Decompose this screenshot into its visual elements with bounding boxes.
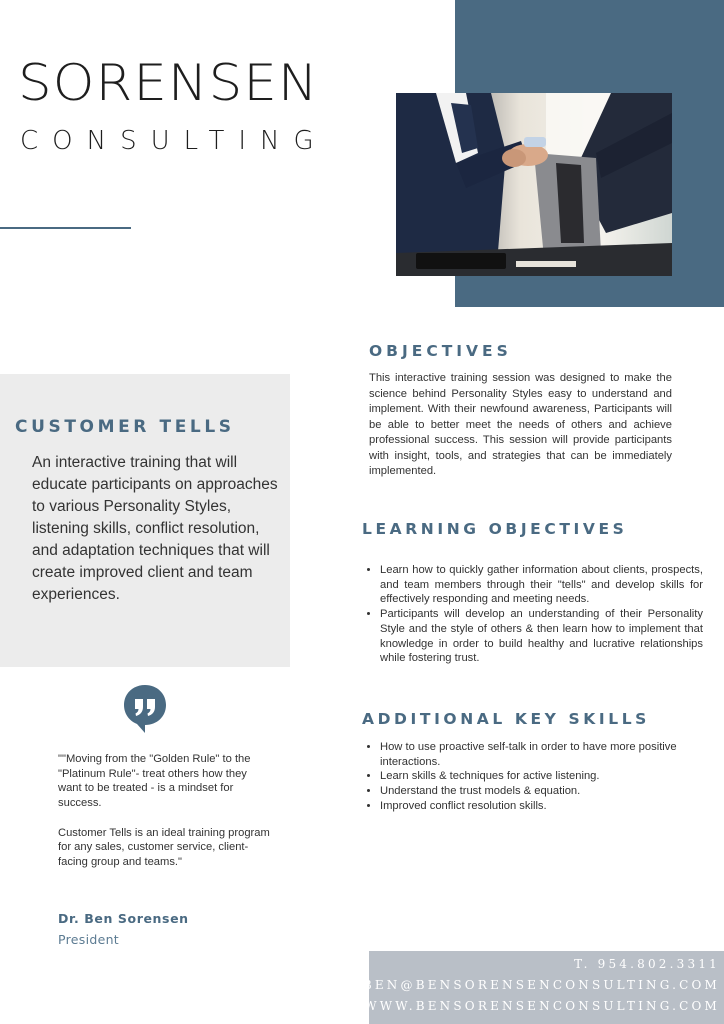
quote-paragraph: Customer Tells is an ideal training program for any sales, customer service, client-facing group and teams." bbox=[58, 826, 270, 868]
customer-tells-description: An interactive training that will educate participants on approaches to various Personality Styles, listening skills, conflict resolution, and adaptation techniques that will create improved client and team experiences. bbox=[32, 454, 278, 603]
learning-objectives-list bbox=[362, 563, 703, 666]
objectives-body: This interactive training session was designed to make the science behind Personality Styles easy to understand and implement. With their newfound awareness, Participants will be able to better meet the needs of others and achieve professional success. This session will provide participants with insight, tools, and strategies that can be immediately implemented. bbox=[369, 372, 672, 477]
testimonial-quote bbox=[58, 752, 273, 884]
additional-key-skills-list bbox=[362, 740, 703, 814]
list-item: • Understand the trust models & equation. bbox=[380, 784, 703, 799]
objectives-title: OBJECTIVES bbox=[369, 342, 512, 360]
contact-website: WWW.BENSORENSENCONSULTING.COM bbox=[364, 999, 720, 1013]
brand-tagline: CONSULTING bbox=[20, 126, 328, 156]
learning-objectives-title: LEARNING OBJECTIVES bbox=[362, 520, 628, 538]
contact-email: BEN@BENSORENSENCONSULTING.COM bbox=[362, 978, 720, 992]
list-item: • Improved conflict resolution skills. bbox=[380, 799, 703, 814]
list-item: • How to use proactive self-talk in order to have more positive interactions. bbox=[380, 740, 703, 769]
quote-bubble-icon bbox=[124, 685, 166, 733]
brand-underline bbox=[0, 227, 131, 229]
additional-key-skills-title: ADDITIONAL KEY SKILLS bbox=[362, 710, 650, 728]
quote-paragraph: ""Moving from the "Golden Rule" to the "Platinum Rule"- treat others how they want to be treated - is a mindset for success. bbox=[58, 753, 251, 810]
contact-phone: T. 954.802.3311 bbox=[574, 957, 720, 971]
list-item: • Learn how to quickly gather information about clients, prospects, and team members through their "tells" and develop skills for effectively responding and meeting needs. bbox=[380, 563, 703, 607]
list-item: • Learn skills & techniques for active listening. bbox=[380, 769, 703, 784]
customer-tells-title: CUSTOMER TELLS bbox=[15, 417, 235, 437]
list-item: • Participants will develop an understanding of their Personality Style and the style of others & then learn how to implement that knowledge in order to build healthy and lucrative relationships while fostering trust. bbox=[380, 607, 703, 666]
brand-name: SORENSEN bbox=[18, 54, 319, 112]
quote-author: Dr. Ben Sorensen bbox=[58, 911, 189, 926]
quote-author-role: President bbox=[58, 932, 120, 947]
handshake-photo bbox=[396, 93, 672, 276]
